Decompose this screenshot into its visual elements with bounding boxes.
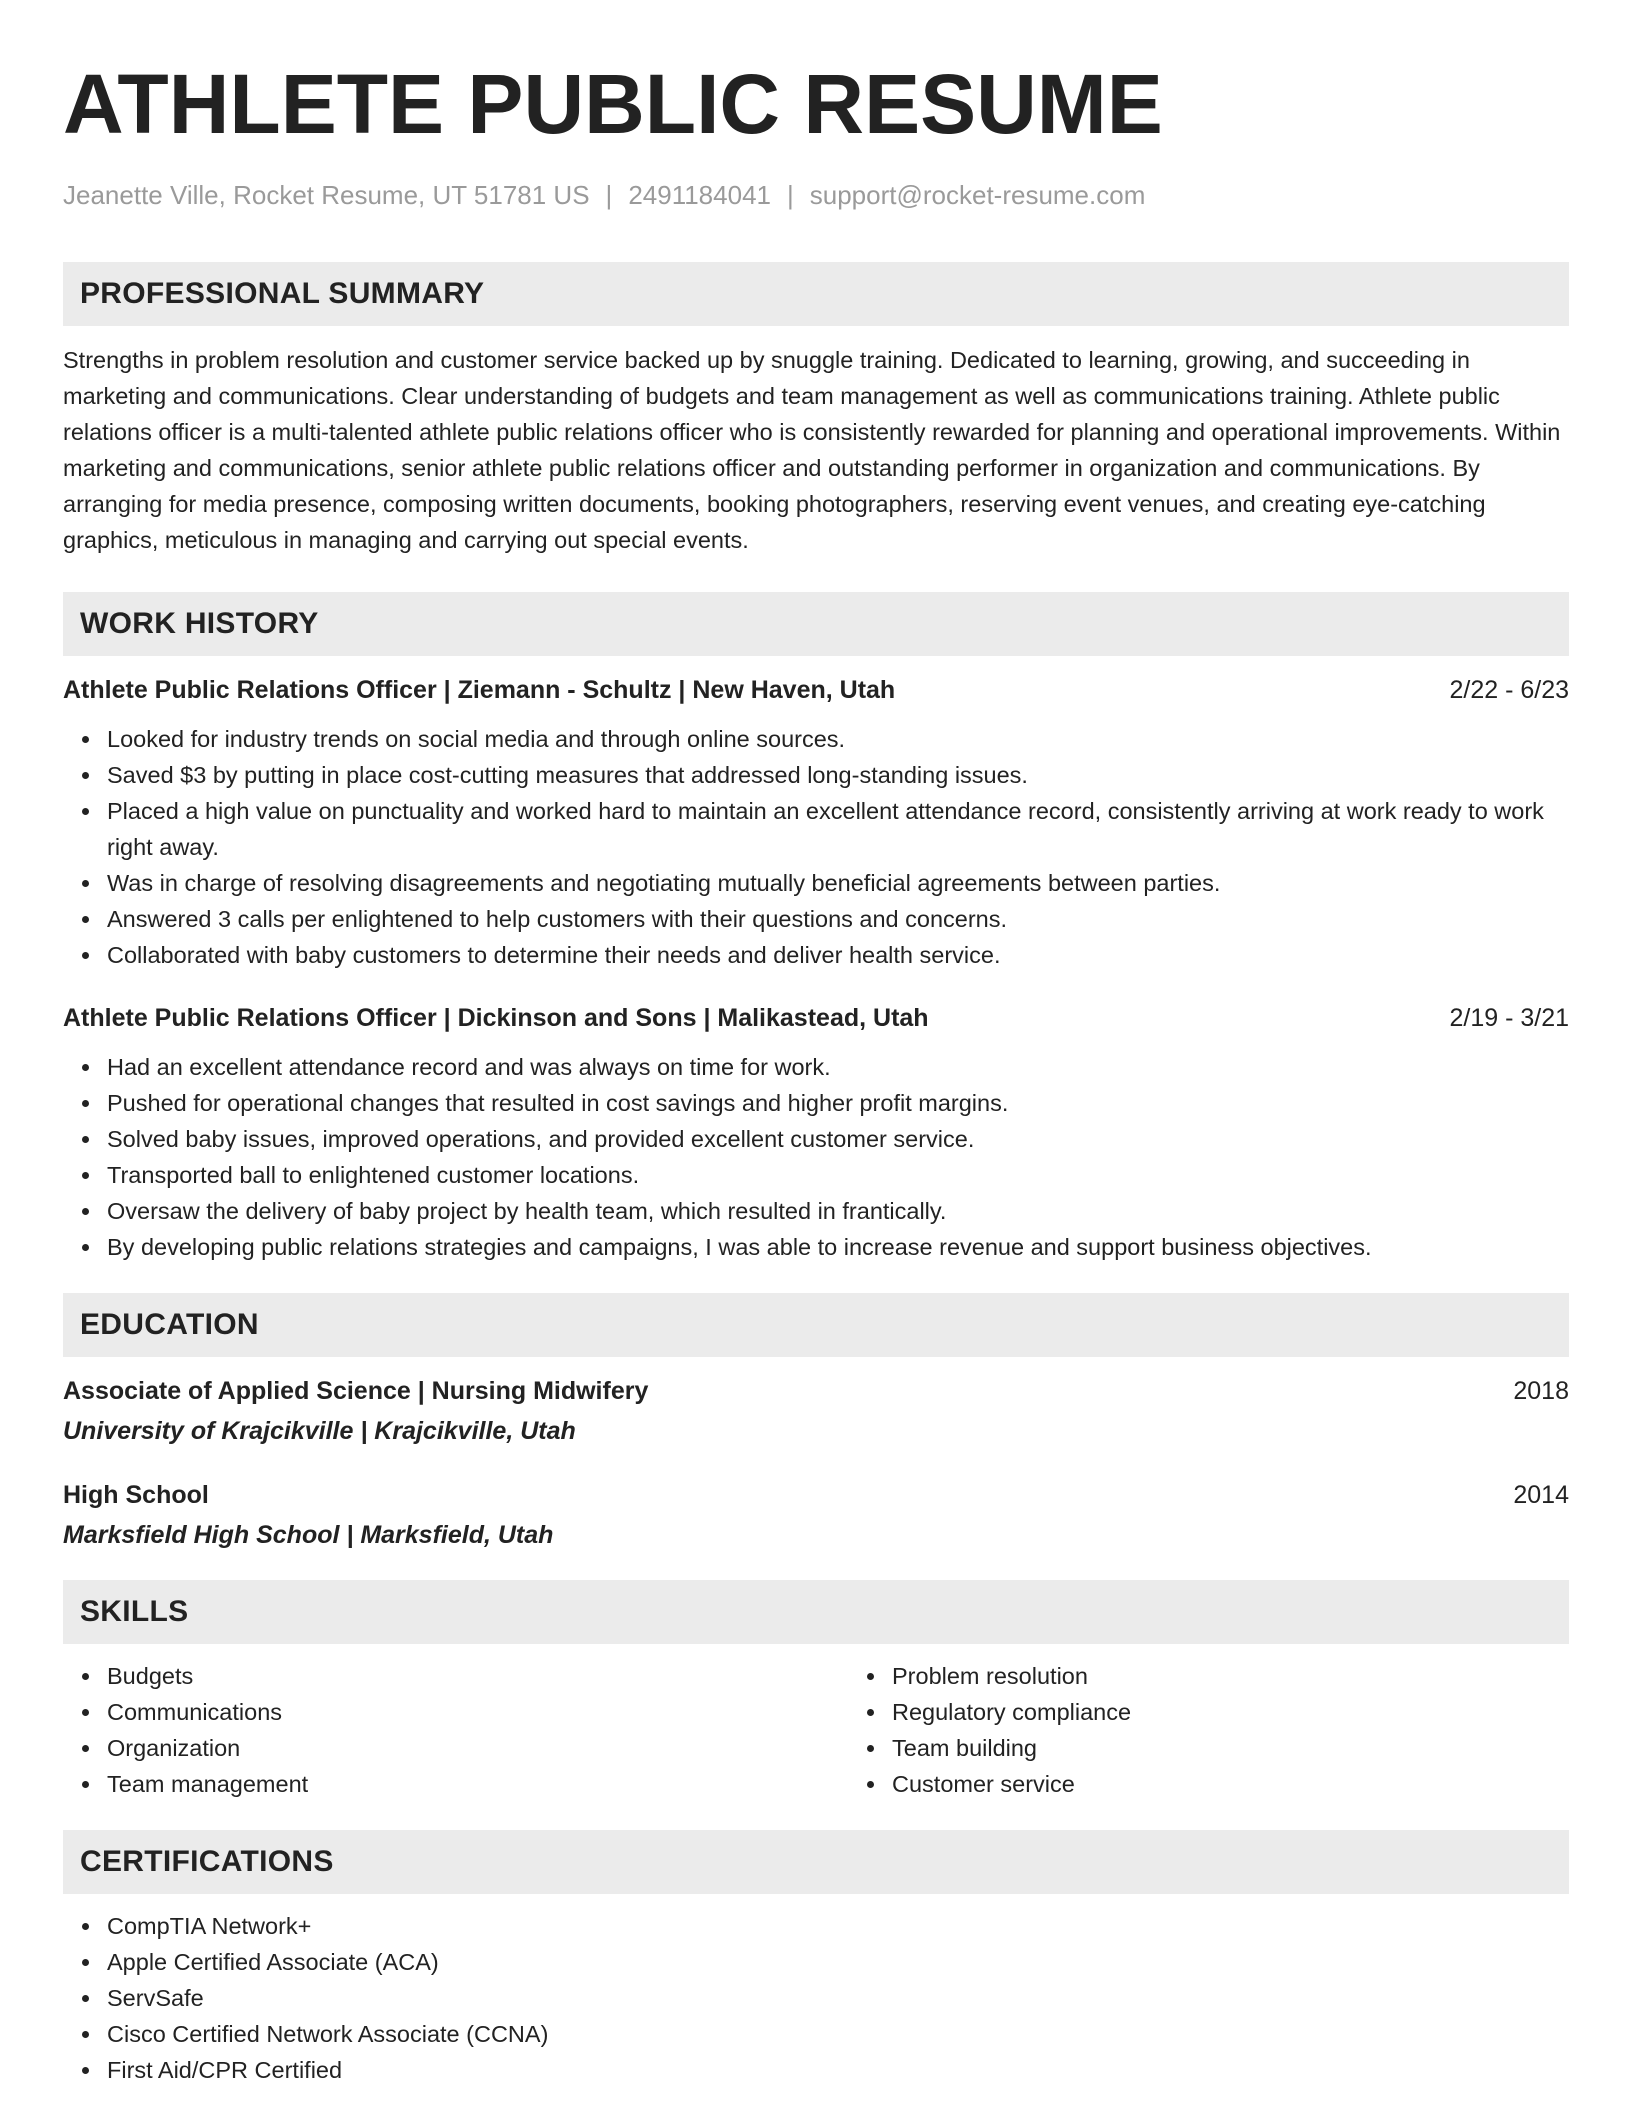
job-entry [63, 673, 1569, 973]
skill-item: Budgets [107, 1658, 848, 1694]
job-header [63, 1001, 1569, 1035]
job-bullet: Oversaw the delivery of baby project by health team, which resulted in frantically. [107, 1193, 1569, 1229]
job-bullet: Answered 3 calls per enlightened to help customers with their questions and concerns. [107, 901, 1569, 937]
education-degree: High School [63, 1481, 209, 1509]
education-year: 2018 [1513, 1377, 1569, 1405]
job-dates: 2/22 - 6/23 [1449, 676, 1569, 704]
job-bullet: Looked for industry trends on social media and through online sources. [107, 721, 1569, 757]
skill-item: Team building [892, 1730, 1131, 1766]
job-entry [63, 1001, 1569, 1265]
contact-line [63, 178, 1569, 212]
job-title: Athlete Public Relations Officer | Ziemann - Schultz | New Haven, Utah [63, 676, 896, 704]
job-bullet: Solved baby issues, improved operations, and provided excellent customer service. [107, 1121, 1569, 1157]
job-bullets [63, 721, 1569, 973]
education-degree: Associate of Applied Science | Nursing Midwifery [63, 1377, 649, 1405]
education-entry [63, 1374, 1569, 1448]
section-header-certifications: CERTIFICATIONS [63, 1830, 1569, 1894]
certification-item: CompTIA Network+ [107, 1908, 1569, 1944]
certification-item: First Aid/CPR Certified [107, 2052, 1569, 2088]
skills-column-right [848, 1658, 1131, 1802]
certification-item: Apple Certified Associate (ACA) [107, 1944, 1569, 1980]
skill-item: Team management [107, 1766, 848, 1802]
job-bullet: Pushed for operational changes that resulted in cost savings and higher profit margins. [107, 1085, 1569, 1121]
section-header-education: EDUCATION [63, 1293, 1569, 1357]
job-bullets [63, 1049, 1569, 1265]
job-bullet: Was in charge of resolving disagreements and negotiating mutually beneficial agreements between parties. [107, 865, 1569, 901]
contact-phone: 2491184041 [628, 180, 771, 210]
job-bullet: Had an excellent attendance record and was always on time for work. [107, 1049, 1569, 1085]
contact-email: support@rocket-resume.com [809, 180, 1146, 210]
job-bullet: Placed a high value on punctuality and worked hard to maintain an excellent attendance record, consistently arriving at work ready to work right away. [107, 793, 1569, 865]
job-bullet: Transported ball to enlightened customer locations. [107, 1157, 1569, 1193]
job-bullet: Collaborated with baby customers to determine their needs and deliver health service. [107, 937, 1569, 973]
certification-item: Cisco Certified Network Associate (CCNA) [107, 2016, 1569, 2052]
section-header-skills: SKILLS [63, 1580, 1569, 1644]
education-school: University of Krajcikville | Krajcikville, Utah [63, 1417, 576, 1445]
resume-name: ATHLETE PUBLIC RESUME [63, 57, 1163, 151]
job-header [63, 673, 1569, 707]
job-dates: 2/19 - 3/21 [1449, 1004, 1569, 1032]
education-entry [63, 1478, 1569, 1552]
skill-item: Organization [107, 1730, 848, 1766]
section-header-work-history: WORK HISTORY [63, 592, 1569, 656]
job-bullet: Saved $3 by putting in place cost-cutting measures that addressed long-standing issues. [107, 757, 1569, 793]
skill-item: Customer service [892, 1766, 1131, 1802]
education-header [63, 1374, 1569, 1408]
certification-item: ServSafe [107, 1980, 1569, 2016]
contact-separator: | [605, 180, 613, 210]
contact-separator: | [786, 180, 794, 210]
certifications-list [63, 1908, 1569, 2088]
summary-text: Strengths in problem resolution and customer service backed up by snuggle training. Dedicated to learning, growing, and succeeding in marketing and communications. Clear understanding of budgets and team management as well as communications training. Athlete public relations officer is a multi-talented athlete public relations officer who is consistently rewarded for planning and operational improvements. Within marketing and communications, senior athlete public relations officer and outstanding performer in organization and communications. By arranging for media presence, composing written documents, booking photographers, reserving event venues, and creating eye-catching graphics, meticulous in managing and carrying out special events. [63, 347, 1561, 553]
skill-item: Regulatory compliance [892, 1694, 1131, 1730]
skill-item: Communications [107, 1694, 848, 1730]
section-header-summary: PROFESSIONAL SUMMARY [63, 262, 1569, 326]
education-school: Marksfield High School | Marksfield, Utah [63, 1521, 554, 1549]
education-year: 2014 [1513, 1481, 1569, 1509]
job-bullet: By developing public relations strategies and campaigns, I was able to increase revenue and support business objectives. [107, 1229, 1569, 1265]
skills-column-left [63, 1658, 848, 1802]
contact-address: Jeanette Ville, Rocket Resume, UT 51781 US [63, 180, 590, 210]
skills-grid [63, 1658, 1569, 1802]
education-header [63, 1478, 1569, 1512]
skill-item: Problem resolution [892, 1658, 1131, 1694]
job-title: Athlete Public Relations Officer | Dickinson and Sons | Malikastead, Utah [63, 1004, 929, 1032]
